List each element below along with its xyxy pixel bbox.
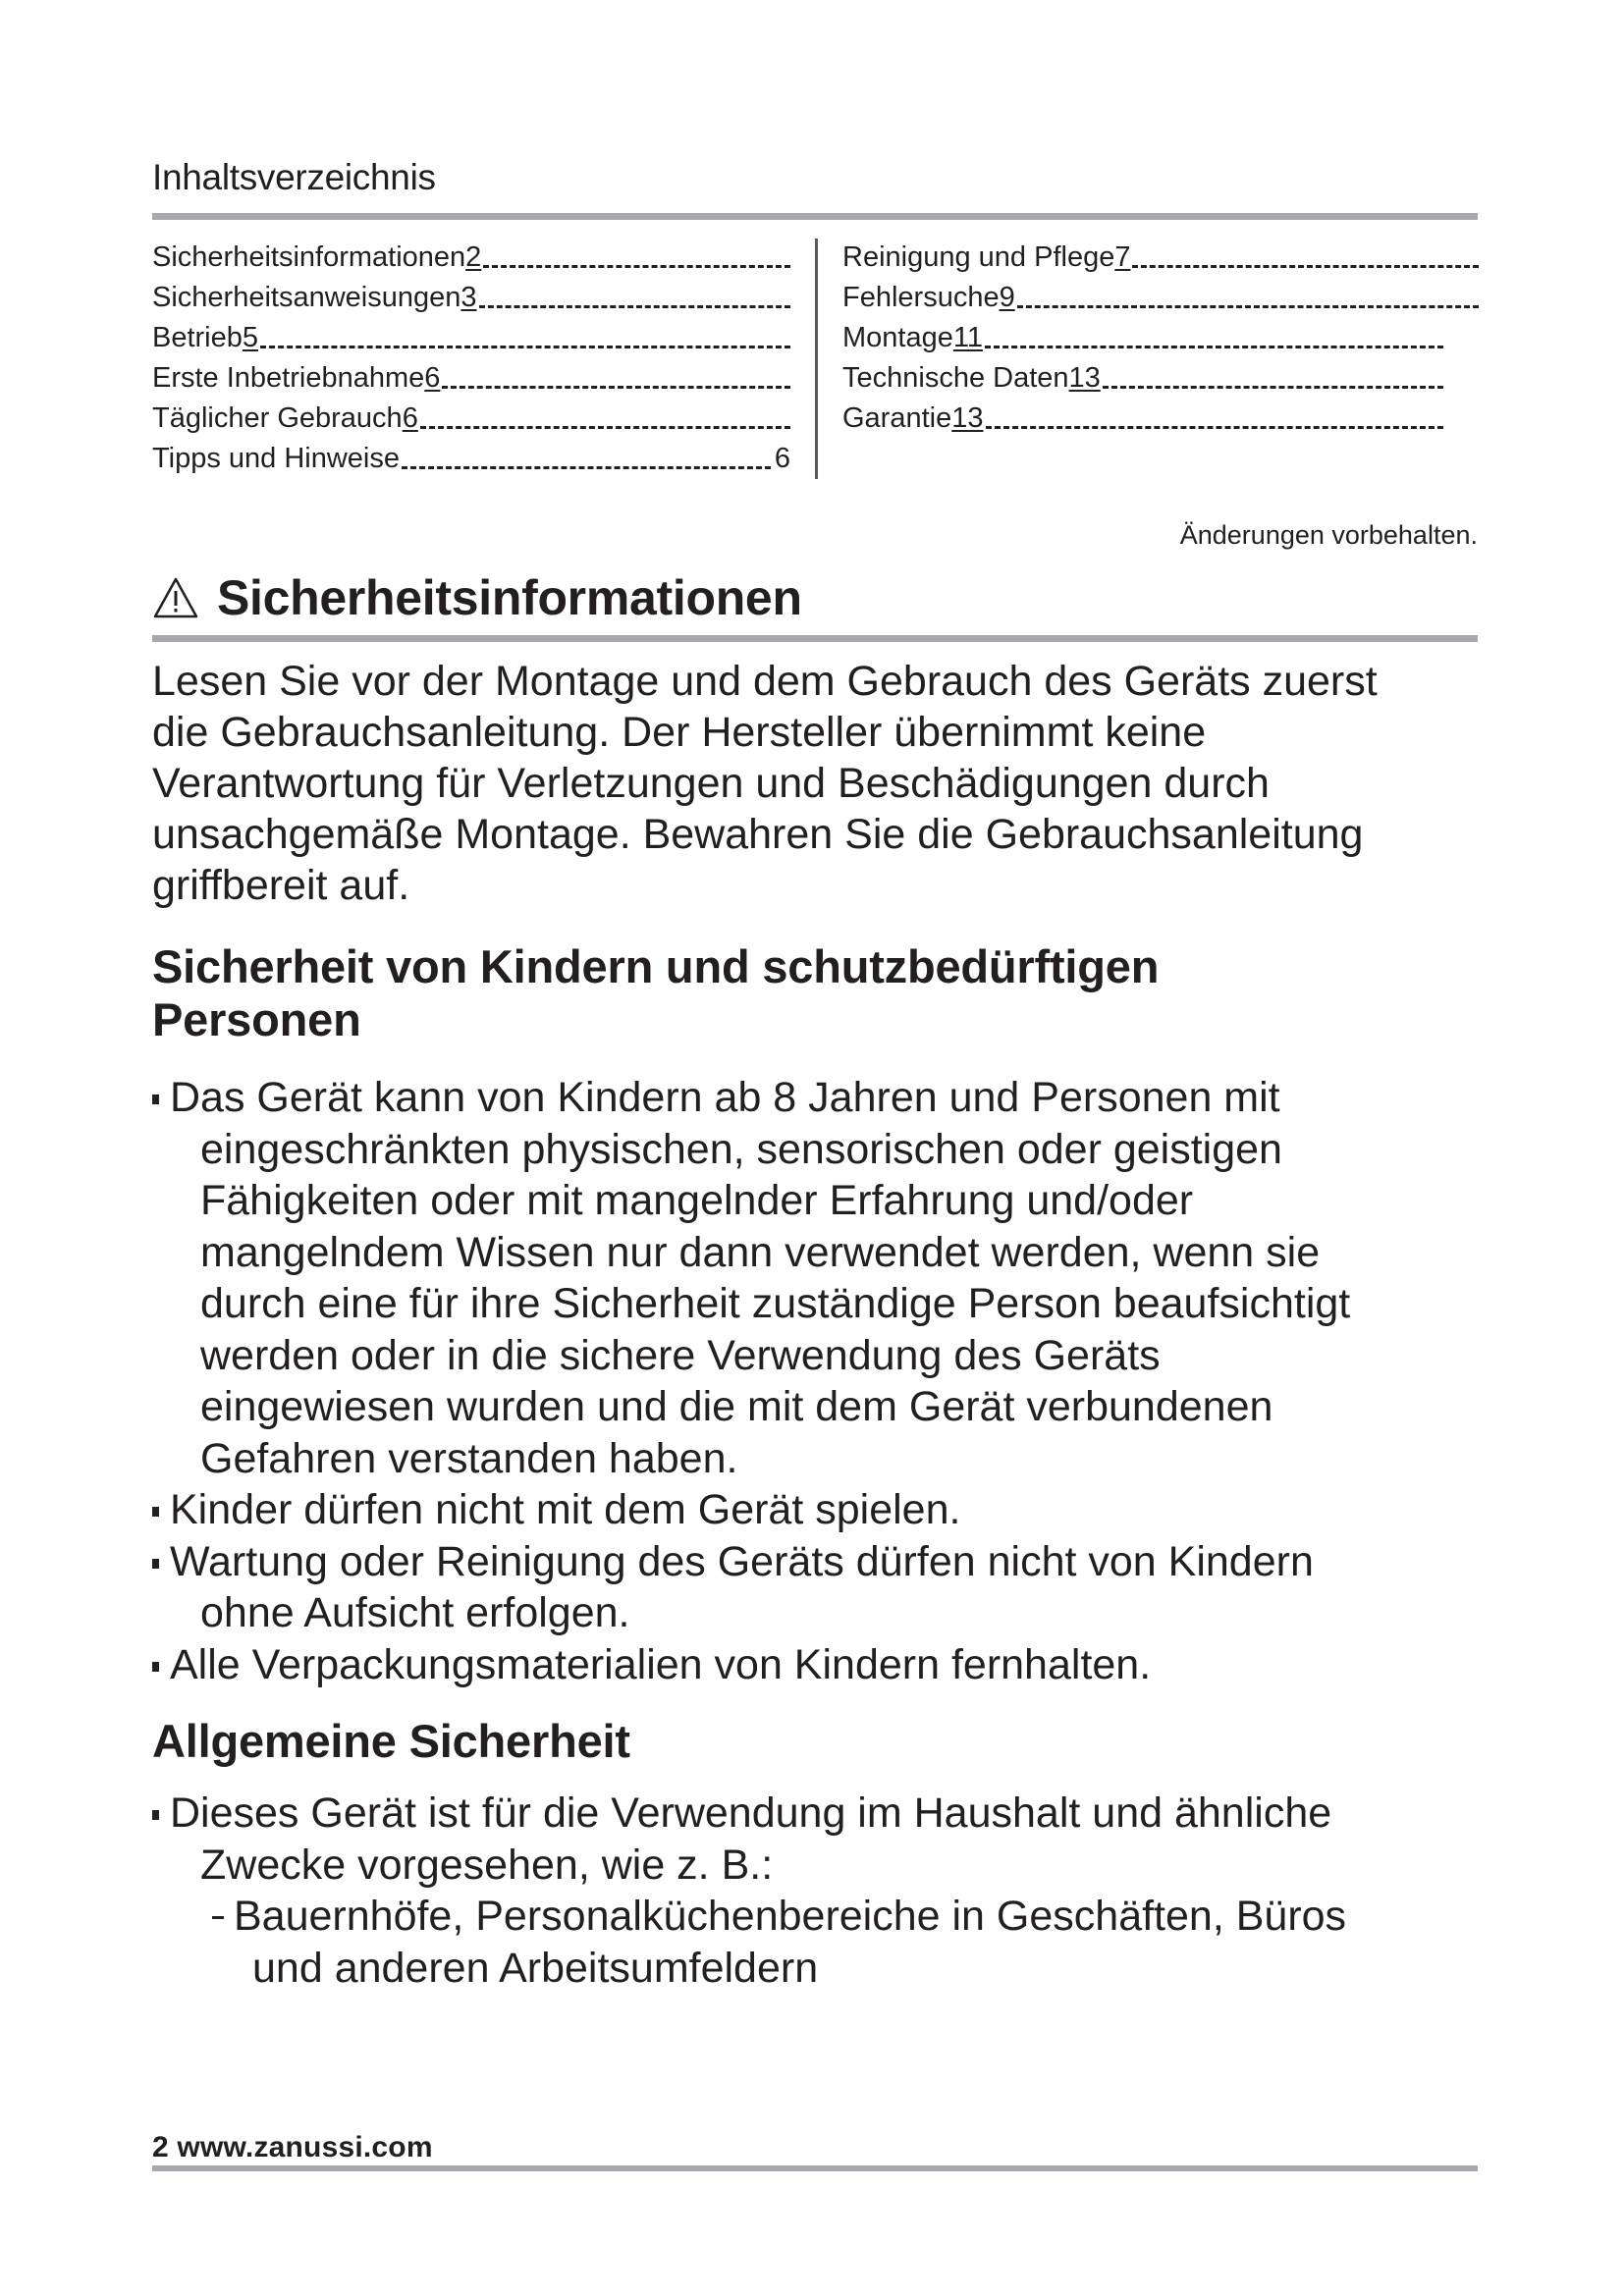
list-item-line: ohne Aufsicht erfolgen. (200, 1589, 630, 1636)
toc-entry-label: Montage (842, 322, 953, 353)
toc-entry[interactable] (842, 238, 1479, 278)
toc-entry-page: 7 (1114, 241, 1131, 273)
toc-leader (986, 426, 1444, 429)
toc-entry-label: Technische Daten (842, 362, 1069, 394)
toc-entry-page: 6 (402, 402, 418, 434)
list-item-line: Fähigkeiten oder mit mangelnder Erfahrung und/oder (200, 1177, 1194, 1224)
bullet-icon (152, 1507, 159, 1517)
list-item-line: mangelndem Wissen nur dann verwendet werden, wenn sie (200, 1228, 1321, 1276)
general-safety-heading: Allgemeine Sicherheit (152, 1715, 630, 1767)
warning-triangle-icon (152, 576, 199, 619)
toc-entry-label: Sicherheitsanweisungen (152, 282, 461, 313)
section-heading (152, 569, 802, 626)
toc-entry[interactable] (842, 318, 1443, 358)
toc-leader (1132, 265, 1479, 268)
list-item (152, 1536, 1507, 1639)
intro-line: Verantwortung für Verletzungen und Beschädigungen durch (152, 760, 1270, 807)
list-item (152, 1639, 1507, 1691)
list-item-line: Dieses Gerät ist für die Verwendung im Haushalt und ähnliche (170, 1789, 1332, 1837)
general-safety-list (152, 1788, 1507, 1994)
toc-entry-label: Täglicher Gebrauch (152, 402, 403, 434)
toc-entry[interactable] (842, 358, 1443, 399)
list-item (152, 1788, 1507, 1891)
toc-leader (420, 426, 790, 429)
toc-left-column (152, 238, 790, 479)
toc-entry-page: 3 (460, 282, 477, 313)
list-item-line: eingewiesen wurden und die mit dem Gerät verbundenen (200, 1383, 1273, 1430)
bullet-icon (152, 1662, 159, 1672)
footer-rule (152, 2165, 1478, 2171)
toc-entry-page: 2 (465, 241, 482, 273)
toc-entry-label: Erste Inbetriebnahme (152, 362, 425, 394)
bullet-icon (152, 1810, 159, 1820)
footer-page-url: 2 www.zanussi.com (152, 2131, 433, 2163)
toc-entry[interactable] (842, 399, 1443, 439)
toc-leader (985, 346, 1443, 348)
toc-title: Inhaltsverzeichnis (152, 157, 436, 197)
toc-entry-page: 6 (774, 443, 790, 474)
toc-entry-page: 13 (951, 402, 984, 434)
toc-leader (442, 386, 790, 389)
dash-icon (212, 1916, 224, 1919)
toc-entry[interactable] (152, 318, 790, 358)
list-item-line: werden oder in die sichere Verwendung des Geräts (200, 1331, 1161, 1379)
sub-list-item (152, 1891, 1507, 1994)
toc-entry[interactable] (152, 399, 790, 439)
heading-line: Personen (152, 993, 361, 1045)
toc-column-divider (815, 239, 818, 479)
list-item-line: Das Gerät kann von Kindern ab 8 Jahren und Personen mit (170, 1074, 1280, 1121)
toc-entry-page: 9 (999, 282, 1015, 313)
toc-entry[interactable] (152, 238, 790, 278)
toc-entry[interactable] (152, 358, 790, 399)
section-title: Sicherheitsinformationen (217, 570, 802, 625)
intro-line: Lesen Sie vor der Montage und dem Gebrauch des Geräts zuerst (152, 658, 1378, 705)
toc-entry[interactable] (842, 278, 1479, 318)
intro-line: unsachgemäße Montage. Bewahren Sie die Gebrauchsanleitung (152, 811, 1364, 858)
intro-line: die Gebrauchsanleitung. Der Hersteller übernimmt keine (152, 709, 1207, 756)
toc-entry-label: Betrieb (152, 322, 243, 353)
toc-entry-label: Garantie (842, 402, 952, 434)
list-item-line: Zwecke vorgesehen, wie z. B.: (200, 1841, 774, 1889)
toc-entry-label: Sicherheitsinformationen (152, 241, 466, 273)
children-safety-list (152, 1072, 1507, 1690)
children-safety-heading (152, 940, 1159, 1046)
list-item-line: Wartung oder Reinigung des Geräts dürfen nicht von Kindern (170, 1537, 1314, 1585)
list-item-line: Alle Verpackungsmaterialien von Kindern fernhalten. (170, 1640, 1152, 1688)
toc-entry[interactable] (152, 278, 790, 318)
section-title-rule (152, 635, 1478, 642)
list-item-line: und anderen Arbeitsumfeldern (252, 1944, 819, 1992)
toc-leader (483, 265, 790, 268)
toc-right-column (842, 238, 1479, 439)
list-item (152, 1484, 1507, 1536)
toc-leader (402, 466, 771, 469)
toc-entry-page: 6 (424, 362, 441, 394)
heading-line: Sicherheit von Kindern und schutzbedürftigen (152, 940, 1160, 992)
toc-entry-label: Reinigung und Pflege (842, 241, 1115, 273)
toc-leader (260, 346, 790, 348)
manual-page (152, 0, 1478, 2296)
intro-line: griffbereit auf. (152, 862, 410, 909)
list-item-line: Gefahren verstanden haben. (200, 1434, 738, 1482)
toc-entry-label: Fehlersuche (842, 282, 1000, 313)
list-item-line: Bauernhöfe, Personalküchenbereiche in Geschäften, Büros (234, 1893, 1347, 1940)
toc-entry-page: 13 (1068, 362, 1101, 394)
toc-leader (1017, 305, 1479, 308)
toc-entry-page: 11 (952, 322, 983, 353)
list-item-line: durch eine für ihre Sicherheit zuständige Person beaufsichtigt (200, 1280, 1351, 1327)
list-item-line: Kinder dürfen nicht mit dem Gerät spielen. (170, 1486, 961, 1533)
list-item (152, 1072, 1507, 1484)
toc-leader (1103, 386, 1443, 389)
list-item-line: eingeschränkten physischen, sensorischen oder geistigen (200, 1125, 1282, 1173)
toc-entry[interactable] (152, 439, 790, 479)
toc-entry-label: Tipps und Hinweise (152, 443, 400, 474)
toc-title-rule (152, 213, 1478, 220)
toc-leader (479, 305, 790, 308)
intro-paragraph (152, 656, 1497, 911)
changes-note: Änderungen vorbehalten. (1179, 520, 1478, 550)
bullet-icon (152, 1095, 159, 1104)
toc-entry-page: 5 (242, 322, 259, 353)
bullet-icon (152, 1559, 159, 1569)
